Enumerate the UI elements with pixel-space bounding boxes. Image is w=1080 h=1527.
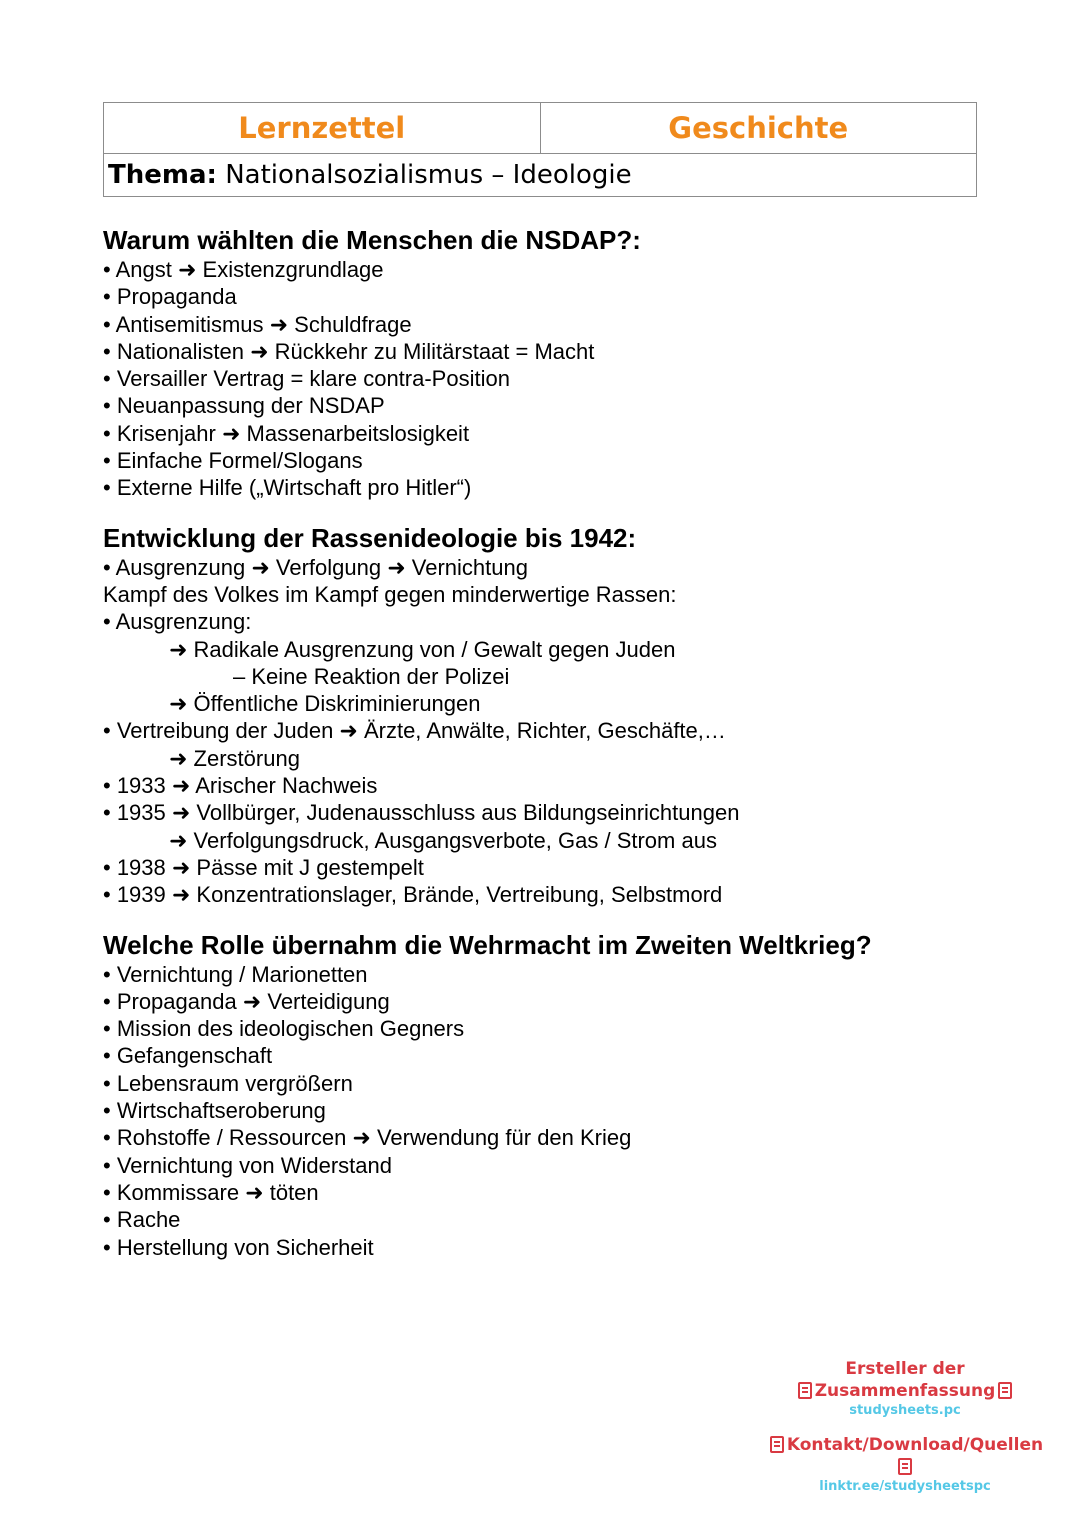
list-item: • Propaganda (103, 284, 237, 310)
contact-row (760, 1434, 1050, 1478)
subject-title-left: Lernzettel (104, 103, 541, 154)
list-item: • Lebensraum vergrößern (103, 1070, 353, 1096)
memo-icon (998, 1382, 1012, 1399)
list-item: • Angst ➜ Existenzgrundlage (103, 257, 384, 282)
section-title: Entwicklung der Rassenideologie bis 1942: (103, 522, 637, 553)
sub-list-item: ➜ Radikale Ausgrenzung von / Gewalt gegen Juden (169, 636, 676, 662)
list-item: • Mission des ideologischen Gegners (103, 1016, 465, 1042)
section-race-ideology (103, 522, 983, 909)
creator-line2-row (760, 1380, 1050, 1402)
topic-row (104, 154, 977, 197)
list-item: • Einfache Formel/Slogans (103, 448, 363, 474)
list-item: • Herstellung von Sicherheit (103, 1234, 374, 1260)
memo-icon (798, 1382, 812, 1399)
contact-link[interactable]: linktr.ee/studysheetspc (819, 1479, 991, 1494)
subject-title-right: Geschichte (540, 103, 977, 154)
topic-value: Nationalsozialismus – Ideologie (225, 160, 632, 190)
list-item: • Rache (103, 1207, 181, 1233)
creator-handle: studysheets.pc (849, 1403, 961, 1418)
list-item: Kampf des Volkes im Kampf gegen minderwertige Rassen: (103, 581, 677, 607)
creator-line1: Ersteller der (845, 1359, 965, 1379)
list-item: • Propaganda ➜ Verteidigung (103, 988, 390, 1014)
list-item: • Antisemitismus ➜ Schuldfrage (103, 311, 412, 337)
section-title: Welche Rolle übernahm die Wehrmacht im Zweiten Weltkrieg? (103, 929, 872, 960)
list-item: • Vernichtung / Marionetten (103, 961, 368, 987)
file-cabinet-icon (770, 1436, 784, 1453)
footer-spacer (760, 1420, 1050, 1434)
contact-label: Kontakt/Download/Quellen (786, 1435, 1044, 1455)
list-item: • 1933 ➜ Arischer Nachweis (103, 773, 378, 799)
sub-sub-list-item: – Keine Reaktion der Polizei (233, 663, 510, 689)
sub-list-item: ➜ Verfolgungsdruck, Ausgangsverbote, Gas / Strom aus (169, 827, 717, 853)
sub-list-item: ➜ Zerstörung (169, 745, 300, 771)
list-item: • Kommissare ➜ töten (103, 1179, 319, 1205)
list-item: • Externe Hilfe („Wirtschaft pro Hitler“) (103, 475, 472, 501)
list-item: • Vertreibung der Juden ➜ Ärzte, Anwälte, Richter, Geschäfte,… (103, 718, 726, 744)
list-item: • Vernichtung von Widerstand (103, 1152, 392, 1178)
section-title: Warum wählten die Menschen die NSDAP?: (103, 225, 641, 255)
list-item: • Ausgrenzung ➜ Verfolgung ➜ Vernichtung (103, 554, 528, 580)
list-item: • Gefangenschaft (103, 1043, 273, 1069)
document-body (103, 224, 983, 1281)
creator-footer (760, 1358, 1050, 1496)
list-item: • Versailler Vertrag = klare contra-Position (103, 366, 510, 392)
list-item: • 1939 ➜ Konzentrationslager, Brände, Vertreibung, Selbstmord (103, 882, 723, 908)
list-item: • Rohstoffe / Ressourcen ➜ Verwendung für den Krieg (103, 1125, 632, 1151)
list-item: • Ausgrenzung: (103, 609, 252, 635)
list-item: • Nationalisten ➜ Rückkehr zu Militärstaat = Macht (103, 338, 595, 364)
list-item: • 1938 ➜ Pässe mit J gestempelt (103, 854, 424, 880)
list-item: • 1935 ➜ Vollbürger, Judenausschluss aus Bildungseinrichtungen (103, 800, 740, 826)
sub-list-item: ➜ Öffentliche Diskriminierungen (169, 691, 481, 717)
creator-line2: Zusammenfassung (814, 1381, 996, 1401)
section-wehrmacht-role (103, 929, 983, 1261)
file-cabinet-icon (898, 1458, 912, 1475)
header-table (103, 102, 977, 197)
list-item: • Neuanpassung der NSDAP (103, 393, 385, 419)
list-item: • Krisenjahr ➜ Massenarbeitslosigkeit (103, 420, 470, 446)
list-item: • Wirtschaftseroberung (103, 1098, 326, 1124)
topic-label: Thema: (108, 160, 217, 190)
section-nsdap-reasons (103, 224, 983, 502)
